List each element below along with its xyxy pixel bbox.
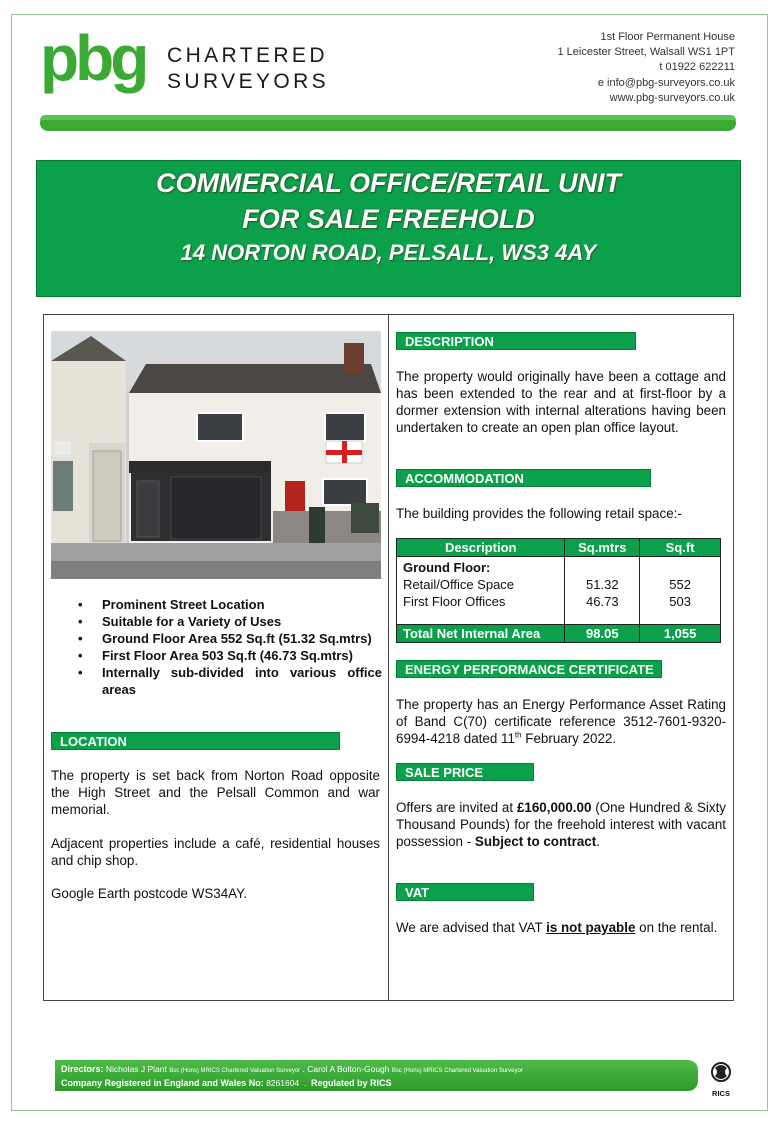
- property-photo: [51, 331, 381, 579]
- description-text: The property would originally have been a cottage and has been extended to the rear and at first-floor by a dormer extension with internal alterations having been undertaken to create an open plan office layout.: [396, 369, 726, 435]
- regulated-by: Regulated by RICS: [311, 1077, 392, 1088]
- list-item: • First Floor Area 503 Sq.ft (46.73 Sq.mtrs): [78, 648, 382, 665]
- director-name: Nicholas J Plant: [105, 1064, 167, 1074]
- vat-text: [396, 919, 726, 936]
- list-item: • Internally sub-divided into various office areas: [78, 665, 382, 699]
- footer-separator: .: [302, 1064, 305, 1074]
- directors-label: Directors:: [61, 1064, 104, 1074]
- company-label: Company Registered in England and Wales No:: [61, 1077, 264, 1088]
- vat-heading: VAT: [396, 883, 534, 901]
- list-item: • Prominent Street Location: [78, 597, 382, 614]
- table-header: Description: [397, 539, 565, 557]
- vat-text-part: on the rental.: [635, 920, 718, 935]
- director-name: Carol A Bolton-Gough: [307, 1064, 390, 1074]
- table-cell: 51.32: [586, 577, 619, 592]
- epc-date-suffix: th: [514, 730, 522, 740]
- total-sqm: 98.05: [565, 625, 640, 643]
- company-number: 8261604: [266, 1077, 300, 1088]
- director-qualifications: Bsc (Hons) MRICS Chartered Valuation Surveyor: [391, 1068, 523, 1074]
- rics-label: RICS: [712, 1089, 730, 1098]
- banner-subtitle: FOR SALE FREEHOLD: [242, 204, 535, 234]
- epc-text-main: The property has an Energy Performance Asset Rating of Band C(70) certificate reference 3512-7601-9320-6994-4218 dated 11: [396, 697, 726, 746]
- table-cell: Retail/Office Space: [403, 577, 515, 592]
- footer-bar: [55, 1060, 698, 1091]
- contact-address: [475, 30, 735, 106]
- subject-to-contract: Subject to contract: [474, 834, 597, 849]
- directors-line: [61, 1064, 692, 1078]
- total-label: Total Net Internal Area: [397, 625, 565, 643]
- table-total-row: [397, 625, 721, 643]
- address-line: 1st Floor Permanent House: [600, 31, 735, 43]
- epc-text: [396, 696, 726, 747]
- vat-text-part: We are advised that VAT: [396, 920, 547, 935]
- phone-line: t 01922 622211: [659, 61, 735, 74]
- location-paragraph-3: Google Earth postcode WS34AY.: [51, 886, 248, 901]
- sale-price-value: £160,000.00: [516, 800, 592, 815]
- accommodation-table: [396, 538, 721, 643]
- company-line: Company Registered in England and Wales No: 8261604 . Regulated by RICS: [61, 1077, 392, 1088]
- table-cell: First Floor Offices: [403, 594, 506, 609]
- rics-logo: [706, 1060, 736, 1098]
- header-rule: [40, 115, 736, 131]
- location-paragraph-1: The property is set back from Norton Road opposite the High Street and the Pelsall Common and war memorial.: [51, 768, 380, 817]
- accommodation-intro: The building provides the following retail space:-: [396, 506, 682, 521]
- highlights-list: [78, 597, 382, 698]
- table-row: [397, 557, 721, 625]
- rics-emblem-icon: [706, 1060, 736, 1084]
- table-header: Sq.ft: [640, 539, 721, 557]
- column-divider: [388, 315, 389, 1000]
- total-sqft: 1,055: [640, 625, 721, 643]
- vat-emphasis: is not payable: [546, 920, 636, 935]
- sale-text-part: .: [596, 834, 600, 849]
- epc-heading: ENERGY PERFORMANCE CERTIFICATE: [396, 660, 662, 678]
- table-header-row: [397, 539, 721, 557]
- accommodation-heading: ACCOMMODATION: [396, 469, 651, 487]
- banner-title: COMMERCIAL OFFICE/RETAIL UNIT: [156, 168, 621, 198]
- sale-price-text: [396, 799, 726, 850]
- director-qualifications: Bsc (Hons) MRICS Chartered Valuation Surveyor: [169, 1068, 301, 1074]
- sale-text-part: Offers are invited at: [396, 800, 517, 815]
- address-line: 1 Leicester Street, Walsall WS1 1PT: [557, 46, 735, 59]
- epc-text-end: February 2022.: [521, 731, 617, 746]
- sale-text-part: (One Hundred & Sixty Thousand Pounds) for the freehold interest with vacant possession -: [396, 800, 727, 849]
- logo-line-1: CHARTERED: [167, 44, 328, 67]
- table-cell: 46.73: [586, 594, 619, 609]
- sale-price-heading: SALE PRICE: [396, 763, 534, 781]
- list-item: • Ground Floor Area 552 Sq.ft (51.32 Sq.mtrs): [78, 631, 382, 648]
- location-heading: LOCATION: [51, 732, 340, 750]
- email-line[interactable]: e info@pbg-surveyors.co.uk: [597, 76, 735, 89]
- location-paragraph-2: Adjacent properties include a café, residential houses and chip shop.: [51, 836, 380, 868]
- table-cell: 552: [669, 577, 691, 592]
- logo-letters: pbg: [40, 30, 146, 94]
- table-group-label: Ground Floor:: [403, 560, 491, 575]
- table-cell: 503: [669, 594, 691, 609]
- logo-line-2: SURVEYORS: [167, 70, 330, 93]
- banner-address: 14 NORTON ROAD, PELSALL, WS3 4AY: [180, 240, 597, 265]
- description-heading: DESCRIPTION: [396, 332, 636, 350]
- table-header: Sq.mtrs: [565, 539, 640, 557]
- website-line[interactable]: www.pbg-surveyors.co.uk: [609, 91, 735, 104]
- pbg-logo: [40, 30, 330, 102]
- list-item: • Suitable for a Variety of Uses: [78, 614, 382, 631]
- title-banner: [36, 160, 741, 297]
